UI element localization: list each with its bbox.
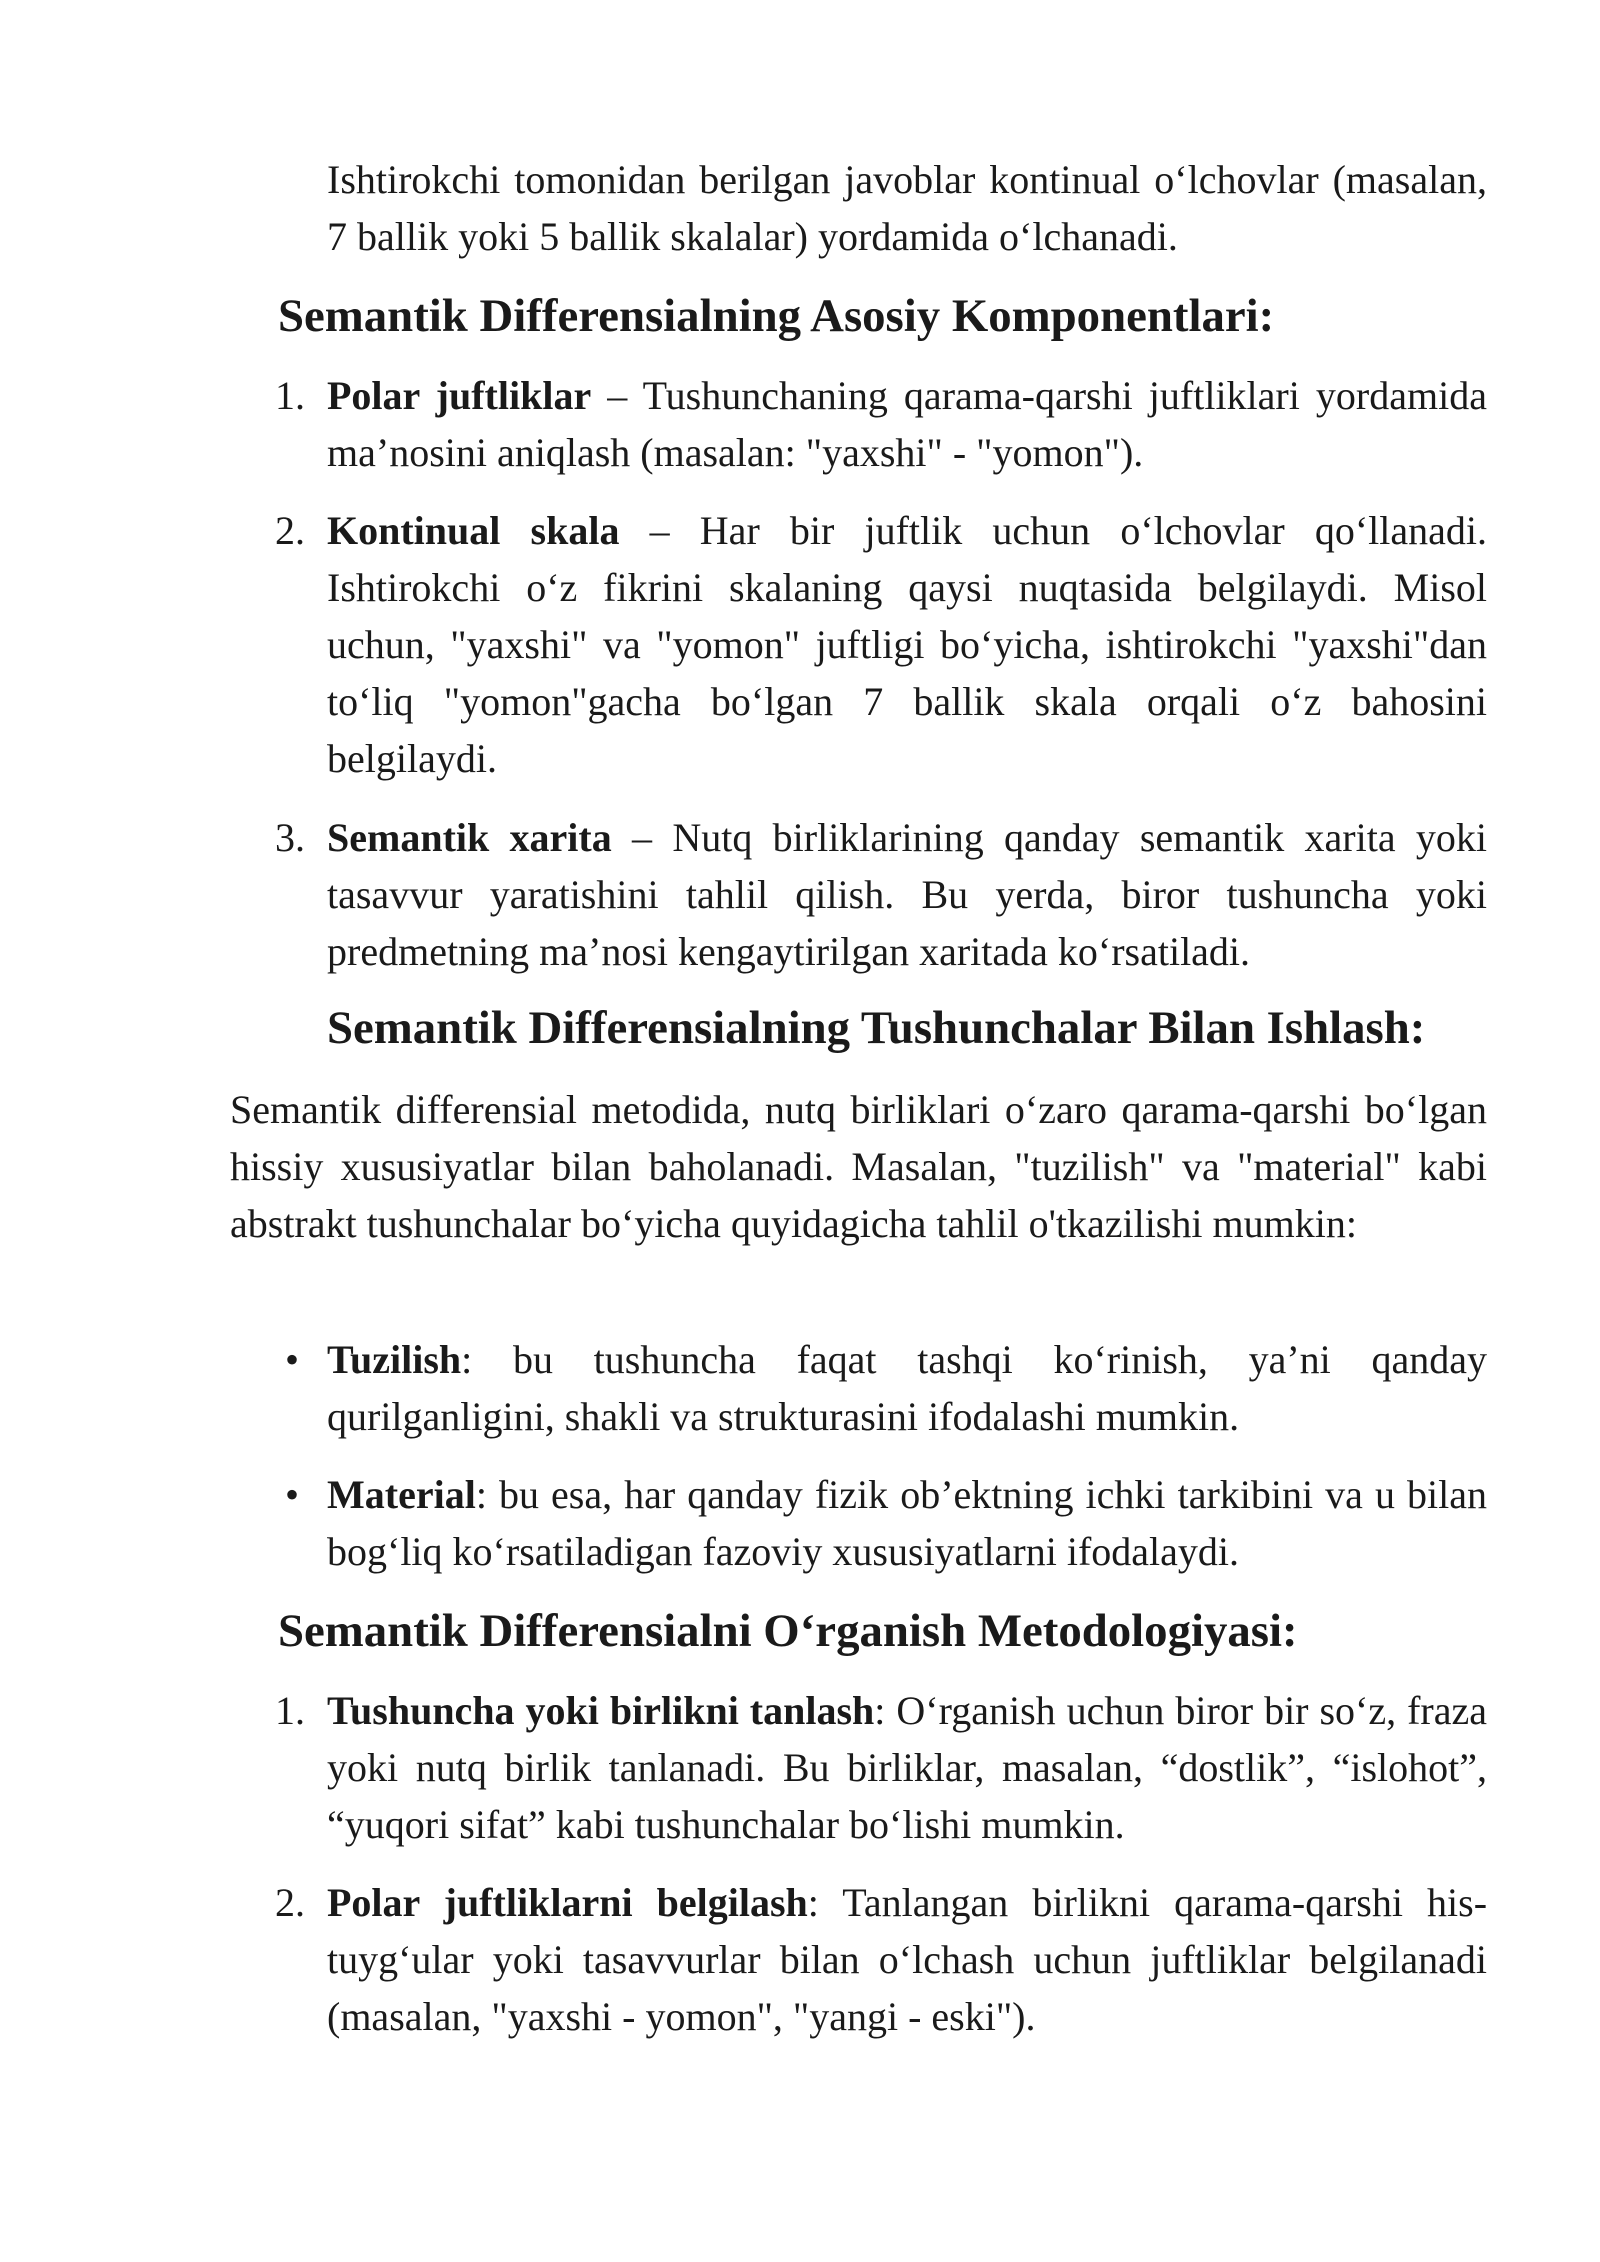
list-number: 2. [275, 1880, 305, 1925]
item-separator: : [807, 1880, 843, 1925]
item-text: Tushunchaning qarama-qarshi juftliklari yordamida ma’nosini aniqlash (masalan: "yaxshi" - "yomon"). [327, 373, 1487, 475]
item-separator: – [619, 508, 700, 553]
item-text: bu tushuncha faqat tashqi ko‘rinish, ya’ni qanday qurilganligini, shakli va strukturasini ifodalashi mumkin. [327, 1337, 1487, 1439]
item-term: Polar juftliklar [327, 373, 592, 418]
item-text: Nutq birliklarining qanday semantik xarita yoki tasavvur yaratishini tahlil qilish. Bu yerda, biror tushuncha yoki predmetning ma’nosi kengaytirilgan xaritada ko‘rsatiladi. [327, 815, 1488, 974]
item-separator: – [611, 815, 673, 860]
bullet-icon: • [285, 1337, 300, 1382]
item-term: Material [327, 1472, 476, 1517]
item-text: Tanlangan birlikni qarama-qarshi his-tuyg‘ular yoki tasavvurlar bilan o‘lchash uchun juftliklar belgilanadi (masalan, "yaxshi - yomon", "yangi - eski"). [327, 1880, 1488, 2039]
item-term: Kontinual skala [327, 508, 620, 553]
item-text: Har bir juftlik uchun o‘lchovlar qo‘llanadi. Ishtirokchi o‘z fikrini skalaning qaysi nuqtasida belgilaydi. Misol uchun, "yaxshi" va "yomon" juftligi bo‘yicha, ishtirokchi "yaxshi"dan to‘liq "yomon"gacha bo‘lgan 7 ballik skala orqali o‘z bahosini belgilaydi. [327, 508, 1488, 781]
item-text: bu esa, har qanday fizik ob’ektning ichki tarkibini va u bilan bog‘liq ko‘rsatiladigan fazoviy xususiyatlarni ifodalaydi. [327, 1472, 1487, 1574]
bullet-item-material [275, 1466, 1487, 1580]
list-item-define-polar-pairs [275, 1874, 1487, 2045]
bullet-icon: • [285, 1472, 300, 1517]
item-separator: : [461, 1337, 513, 1382]
section-heading-concepts: Semantik Differensialning Tushunchalar Bilan Ishlash: [327, 1002, 1426, 1054]
section-heading-methodology: Semantik Differensialni O‘rganish Metodologiyasi: [278, 1605, 1298, 1657]
list-number: 3. [275, 815, 305, 860]
item-term: Tushuncha yoki birlikni tanlash [327, 1688, 875, 1733]
list-item-select-concept [275, 1682, 1487, 1853]
item-separator: – [591, 373, 643, 418]
item-term: Polar juftliklarni belgilash [327, 1880, 808, 1925]
item-separator: : [874, 1688, 897, 1733]
item-text: O‘rganish uchun biror bir so‘z, fraza yoki nutq birlik tanlanadi. Bu birliklar, masalan, “dostlik”, “islohot”, “yuqori sifat” kabi tushunchalar bo‘lishi mumkin. [327, 1688, 1487, 1847]
bullet-item-structure [275, 1331, 1487, 1445]
list-item-polar-pairs [275, 367, 1487, 481]
list-item-semantic-map [275, 809, 1487, 980]
list-item-continual-scale [275, 502, 1487, 787]
item-separator: : [475, 1472, 499, 1517]
intro-paragraph: Ishtirokchi tomonidan berilgan javoblar kontinual o‘lchovlar (masalan, 7 ballik yoki 5 ballik skalalar) yordamida o‘lchanadi. [327, 157, 1487, 259]
item-term: Tuzilish [327, 1337, 462, 1382]
concepts-paragraph: Semantik differensial metodida, nutq birliklari o‘zaro qarama-qarshi bo‘lgan hissiy xususiyatlar bilan baholanadi. Masalan, "tuzilish" va "material" kabi abstrakt tushunchalar bo‘yicha quyidagicha tahlil o'tkazilishi mumkin: [230, 1087, 1487, 1246]
item-term: Semantik xarita [327, 815, 612, 860]
list-number: 2. [275, 508, 305, 553]
list-number: 1. [275, 1688, 305, 1733]
list-number: 1. [275, 373, 305, 418]
section-heading-components: Semantik Differensialning Asosiy Komponentlari: [278, 290, 1275, 342]
